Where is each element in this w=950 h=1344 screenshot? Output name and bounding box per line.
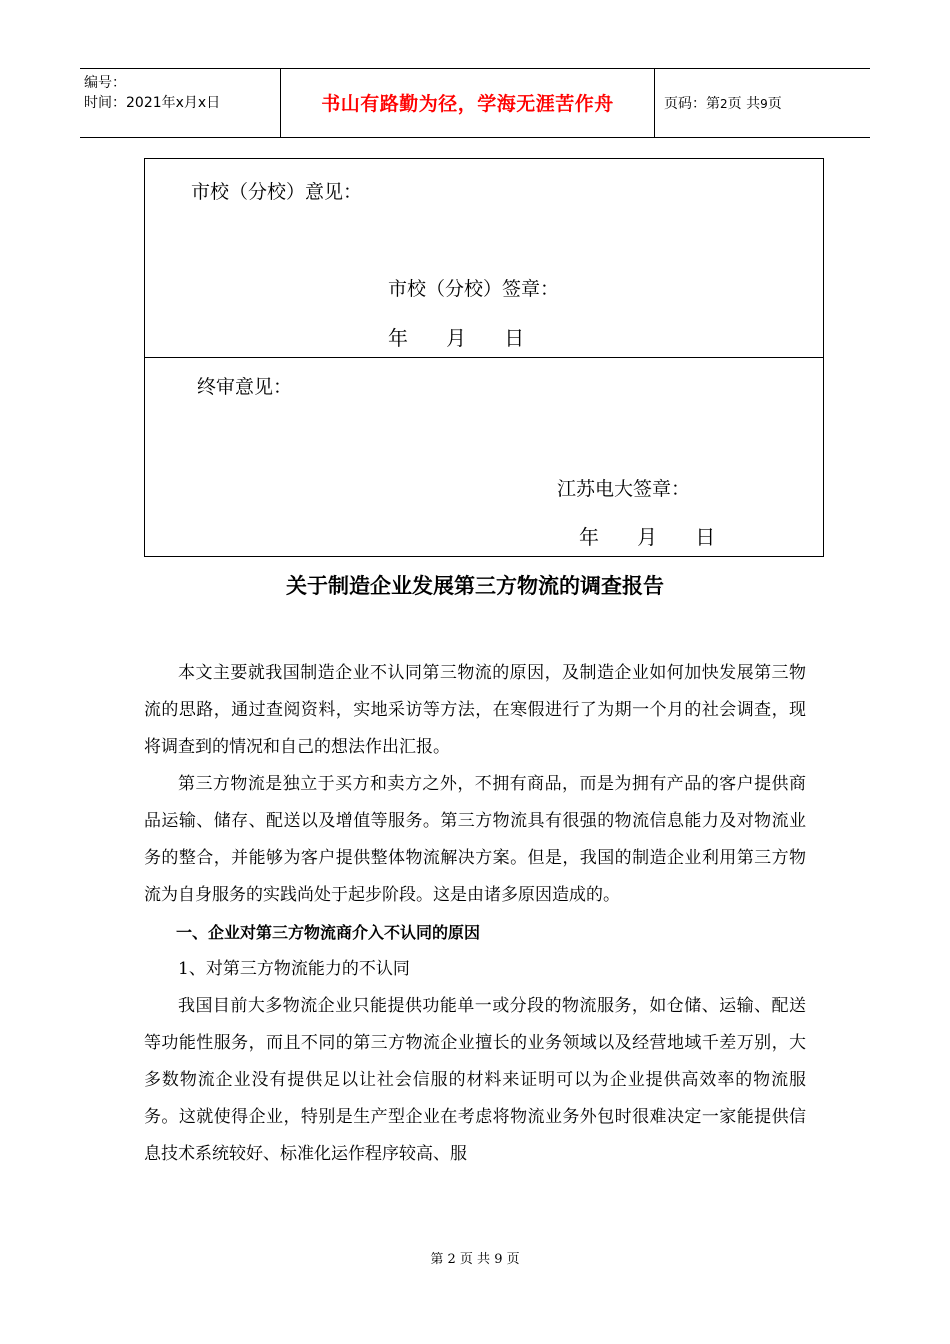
final-seal-label: 江苏电大签章： [557, 478, 691, 500]
paragraph: 本文主要就我国制造企业不认同第三物流的原因，及制造企业如何加快发展第三物流的思路，通过查阅资料，实地采访等方法，在寒假进行了为期一个月的社会调查，现将调查到的情况和自己的想法作出汇报。 [144, 663, 806, 757]
school-opinion-label: 市校（分校）意见： [191, 181, 363, 203]
header-motto: 书山有路勤为径，学海无涯苦作舟 [321, 93, 614, 115]
final-opinion-section [145, 358, 823, 556]
final-date: 年 月 日 [579, 525, 716, 549]
number-label: 编号： [84, 75, 126, 91]
paragraph: 第三方物流是独立于买方和卖方之外，不拥有商品，而是为拥有产品的客户提供商品运输、储存、配送以及增值等服务。第三方物流具有很强的物流信息能力及对物流业务的整合，并能够为客户提供整体物流解决方案。但是，我国的制造企业利用第三方物流为自身服务的实践尚处于起步阶段。这是由诸多原因造成的。 [144, 774, 806, 905]
page-mid: 页 共 [727, 96, 761, 112]
header-divider [654, 69, 655, 137]
school-opinion-section [145, 159, 823, 358]
paragraph: 我国目前大多物流企业只能提供功能单一或分段的物流服务，如仓储、运输、配送等功能性服务，而且不同的第三方物流企业擅长的业务领域以及经营地域千差万别，大多数物流企业没有提供足以让社会信服的材料来证明可以为企业提供高效率的物流服务。这就使得企业，特别是生产型企业在考虑将物流业务外包时很难决定一家能提供信息技术系统较好、标准化运作程序较高、服 [144, 996, 806, 1164]
document-title: 关于制造企业发展第三方物流的调查报告 [286, 574, 664, 598]
time-label: 时间：2021年x月x日 [84, 95, 221, 111]
page-suffix: 页 [767, 96, 782, 112]
approval-form [144, 158, 824, 557]
page-total: 9 [760, 97, 768, 111]
page-prefix: 页码：第 [664, 96, 720, 112]
school-date: 年 月 日 [388, 326, 525, 350]
header-page-info [664, 93, 782, 113]
page-footer: 第 2 页 共 9 页 [430, 1252, 520, 1267]
subsection-heading: 1、对第三方物流能力的不认同 [178, 959, 410, 979]
section-heading: 一、企业对第三方物流商介入不认同的原因 [176, 923, 481, 942]
header-meta [84, 73, 220, 113]
page-number: 2 [720, 97, 728, 111]
document-body [144, 655, 806, 1173]
final-opinion-label: 终审意见： [197, 376, 293, 398]
school-seal-label: 市校（分校）签章： [388, 278, 560, 300]
page-header [80, 68, 870, 138]
